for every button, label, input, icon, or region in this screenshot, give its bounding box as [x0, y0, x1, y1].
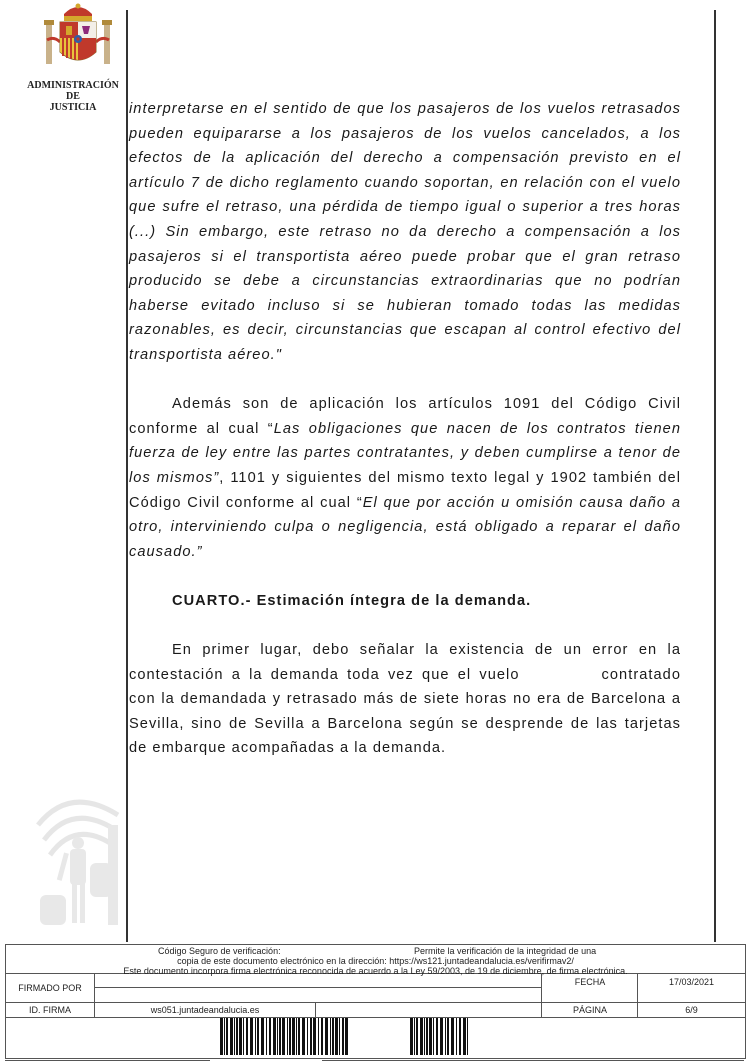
firmado-row	[6, 974, 745, 1003]
barcode-bar	[426, 1018, 428, 1055]
barcode-bar	[255, 1018, 256, 1055]
barcode-bar	[330, 1018, 331, 1055]
barcode-bar	[236, 1018, 238, 1055]
barcode-area	[6, 1018, 745, 1058]
csv-permite: Permite la verificación de la integridad de una	[414, 946, 597, 956]
barcode-bar	[342, 1018, 344, 1055]
id-firma-blank	[315, 1003, 541, 1017]
csv-label: Código Seguro de verificación:	[158, 946, 281, 956]
spain-coat-of-arms-icon	[42, 2, 114, 74]
barcode-bar	[447, 1018, 449, 1055]
id-firma-value: ws051.juntadeandalucia.es	[94, 1003, 315, 1017]
paragraph-legal-basis	[129, 392, 681, 564]
organization-name	[18, 80, 128, 113]
barcode-bar	[269, 1018, 271, 1055]
barcode-bar	[296, 1018, 297, 1055]
barcode-bar	[310, 1018, 312, 1055]
footer-divider	[5, 1060, 210, 1061]
fecha-label: FECHA	[541, 974, 638, 1002]
barcode-bar	[230, 1018, 233, 1055]
quote-run: Las obligaciones que nacen de los contratos tienen fuerza de ley entre las partes contratantes, y deben cumplirse a tenor de los mismos”	[129, 420, 681, 486]
section-heading: CUARTO.- Estimación íntegra de la demanda.	[172, 592, 532, 609]
footer-divider	[322, 1060, 744, 1061]
barcode-bar	[335, 1018, 338, 1055]
barcode-bar	[416, 1018, 418, 1055]
barcode-bar	[298, 1018, 300, 1055]
quote-run: El que por acción u omisión causa daño a otro, interviniendo culpa o negligencia, está obligado a reparar el daño causado.”	[129, 494, 681, 560]
quoted-paragraph: interpretarse en el sentido de que los pasajeros de los vuelos retrasados pueden equipararse a los pasajeros de los vuelos cancelados, a los efectos de la aplicación del derecho a compensación previsto en el artículo 7 de dicho reglamento cuando soportan, en relación con el vuelo que sufre el retraso, una pérdida de tiempo igual o superior a tres horas (...) Sin embargo, este retraso no da derecho a compensación a los pasajeros si el transportista aéreo puede probar que el gran retraso producido se debe a circunstancias extraordinarias que no podrían haberse evitado incluso si se hubieran tomado todas las medidas razonables, es decir, circunstancias que escapan al control efectivo del transportista aéreo."	[129, 101, 681, 363]
csv-line-3: Este documento incorpora firma electrónica reconocida de acuerdo a la Ley 59/2003, de 19 de diciembre, de firma electrónica.	[123, 966, 628, 976]
barcode-bar	[414, 1018, 415, 1055]
barcode-bar	[433, 1018, 434, 1055]
barcode-bar	[277, 1018, 278, 1055]
organization-line: ADMINISTRACIÓN	[27, 80, 119, 91]
barcode-bar	[456, 1018, 457, 1055]
barcode-bar	[243, 1018, 244, 1055]
barcode-bar	[440, 1018, 443, 1055]
pagina-value: 6/9	[637, 1003, 745, 1017]
barcode-bar	[345, 1018, 348, 1055]
barcode-bar	[429, 1018, 432, 1055]
text-run: , 1101 y siguientes del mismo texto legal y 1902 también del Código Civil conforme al cual “	[129, 469, 681, 511]
barcode-bar	[459, 1018, 461, 1055]
fecha-value: 17/03/2021	[637, 974, 745, 1002]
barcode-bar	[224, 1018, 225, 1055]
junta-andalucia-watermark-icon	[30, 785, 125, 935]
barcode-bar	[424, 1018, 425, 1055]
pagina-label: PÁGINA	[541, 1003, 638, 1017]
barcode-bar	[321, 1018, 323, 1055]
barcode-bar	[279, 1018, 281, 1055]
barcode-bar	[307, 1018, 308, 1055]
organization-line: JUSTICIA	[49, 102, 97, 113]
left-margin-line	[126, 10, 128, 942]
document-body	[129, 97, 681, 761]
barcode-bar	[451, 1018, 454, 1055]
barcode-bar	[292, 1018, 295, 1055]
firmado-por-value	[94, 974, 541, 1002]
barcode-icon	[220, 1018, 350, 1055]
barcode-bar	[220, 1018, 223, 1055]
barcode-bar	[410, 1018, 413, 1055]
barcode-bar	[226, 1018, 228, 1055]
barcode-bar	[339, 1018, 340, 1055]
verification-header	[6, 945, 745, 974]
barcode-bar	[420, 1018, 423, 1055]
barcode-bar	[261, 1018, 264, 1055]
organization-line: DE	[66, 91, 80, 102]
barcode-bar	[467, 1018, 468, 1055]
barcode-bar	[239, 1018, 242, 1055]
barcode-bar	[302, 1018, 305, 1055]
barcode-bar	[318, 1018, 319, 1055]
barcode-bar	[325, 1018, 328, 1055]
barcode-bar	[463, 1018, 466, 1055]
firmado-por-label: FIRMADO POR	[18, 983, 82, 993]
csv-line-2: copia de este documento electrónico en la dirección: https://ws121.juntadeandalucia.es/verifirmav2/	[177, 956, 574, 966]
barcode-bar	[257, 1018, 259, 1055]
barcode-icon	[410, 1018, 472, 1055]
paragraph-error	[129, 638, 681, 761]
text-run: contratado con la demandada y retrasado más de siete horas no era de Barcelona a Sevilla, sino de Sevilla a Barcelona según se desprende de las tarjetas de embarque acompañadas a la demanda.	[129, 666, 681, 757]
id-firma-row	[6, 1003, 745, 1018]
verification-table	[5, 944, 746, 1059]
barcode-bar	[273, 1018, 276, 1055]
id-firma-label: ID. FIRMA	[29, 1005, 71, 1015]
barcode-bar	[266, 1018, 267, 1055]
right-margin-line	[714, 10, 716, 942]
barcode-bar	[289, 1018, 291, 1055]
barcode-bar	[234, 1018, 235, 1055]
barcode-bar	[287, 1018, 288, 1055]
barcode-bar	[313, 1018, 316, 1055]
text-run: En primer lugar, debo señalar la existencia de un error en la contestación a la demanda toda vez que el vuelo	[129, 642, 681, 683]
barcode-bar	[282, 1018, 285, 1055]
barcode-bar	[436, 1018, 438, 1055]
barcode-bar	[332, 1018, 334, 1055]
barcode-bar	[250, 1018, 253, 1055]
text-run: Además son de aplicación los artículos 1091 del Código Civil conforme al cual “	[129, 396, 681, 437]
barcode-bar	[445, 1018, 446, 1055]
barcode-bar	[246, 1018, 248, 1055]
